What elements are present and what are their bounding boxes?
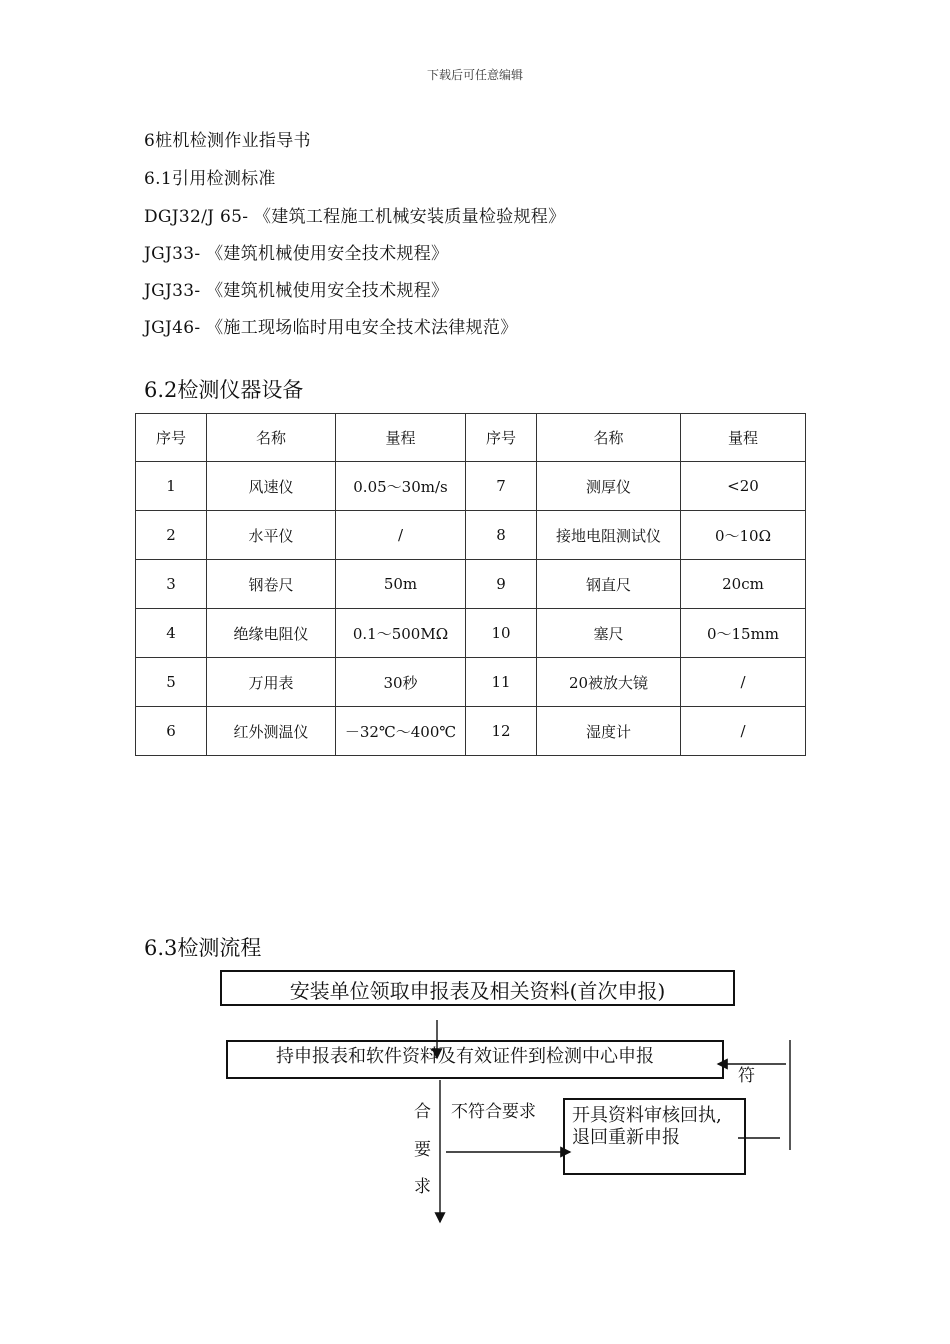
table-cell: 0～10Ω (681, 511, 806, 560)
section-title: 6桩机检测作业指导书 (144, 131, 311, 151)
table-cell: 8 (466, 511, 537, 560)
table-cell: 钢卷尺 (207, 560, 336, 609)
subsection-title-process: 6.3检测流程 (144, 936, 262, 960)
standard-item: DGJ32/J 65- 《建筑工程施工机械安装质量检验规程》 (144, 207, 566, 227)
table-cell: 9 (466, 560, 537, 609)
table-cell: / (336, 511, 466, 560)
table-cell: 4 (136, 609, 207, 658)
flow-box-submit-label: 持申报表和软件资料及有效证件到检测中心申报 (276, 1046, 654, 1067)
table-cell: 30秒 (336, 658, 466, 707)
table-cell: 0.05～30m/s (336, 462, 466, 511)
table-cell: 0.1～500MΩ (336, 609, 466, 658)
table-header-cell: 量程 (681, 414, 806, 462)
table-header-cell: 序号 (466, 414, 537, 462)
flow-label-compliant-2: 要 (414, 1140, 431, 1160)
table-cell: 20cm (681, 560, 806, 609)
table-header-cell: 名称 (537, 414, 681, 462)
flow-box-return-label-1: 开具资料审核回执, (572, 1105, 722, 1126)
table-cell: －32℃～400℃ (336, 707, 466, 756)
table-cell: 2 (136, 511, 207, 560)
flow-label-not-compliant: 不符合要求 (451, 1102, 536, 1122)
table-cell: 10 (466, 609, 537, 658)
header-note: 下载后可任意编辑 (426, 68, 523, 82)
flow-label-fu: 符 (738, 1066, 755, 1086)
subsection-title-standards: 6.1引用检测标准 (144, 169, 276, 189)
flow-box-first-application-label: 安装单位领取申报表及相关资料(首次申报) (289, 979, 666, 1003)
table-cell: 6 (136, 707, 207, 756)
table-cell: 12 (466, 707, 537, 756)
table-cell: 测厚仪 (537, 462, 681, 511)
table-cell: 3 (136, 560, 207, 609)
table-cell: / (681, 658, 806, 707)
table-header-cell: 名称 (207, 414, 336, 462)
table-cell: 0～15mm (681, 609, 806, 658)
table-cell: 钢直尺 (537, 560, 681, 609)
flow-label-compliant-1: 合 (414, 1102, 431, 1122)
subsection-title-equipment: 6.2检测仪器设备 (144, 378, 304, 402)
table-cell: <20 (681, 462, 806, 511)
flow-label-compliant-3: 求 (414, 1177, 431, 1197)
table-cell: 接地电阻测试仪 (537, 511, 681, 560)
table-cell: 1 (136, 462, 207, 511)
table-header-cell: 量程 (336, 414, 466, 462)
table-cell: 万用表 (207, 658, 336, 707)
table-cell: 红外测温仪 (207, 707, 336, 756)
table-cell: 塞尺 (537, 609, 681, 658)
table-cell: 7 (466, 462, 537, 511)
table-cell: 风速仪 (207, 462, 336, 511)
table-cell: 湿度计 (537, 707, 681, 756)
table-cell: 11 (466, 658, 537, 707)
table-cell: 20被放大镜 (537, 658, 681, 707)
table-cell: 5 (136, 658, 207, 707)
standard-item: JGJ33- 《建筑机械使用安全技术规程》 (144, 281, 449, 301)
table-cell: 绝缘电阻仪 (207, 609, 336, 658)
standard-item: JGJ33- 《建筑机械使用安全技术规程》 (144, 244, 449, 264)
flow-box-return-label-2: 退回重新申报 (572, 1127, 680, 1148)
table-cell: / (681, 707, 806, 756)
table-cell: 50m (336, 560, 466, 609)
standard-item: JGJ46- 《施工现场临时用电安全技术法律规范》 (144, 318, 518, 338)
table-header-cell: 序号 (136, 414, 207, 462)
table-cell: 水平仪 (207, 511, 336, 560)
